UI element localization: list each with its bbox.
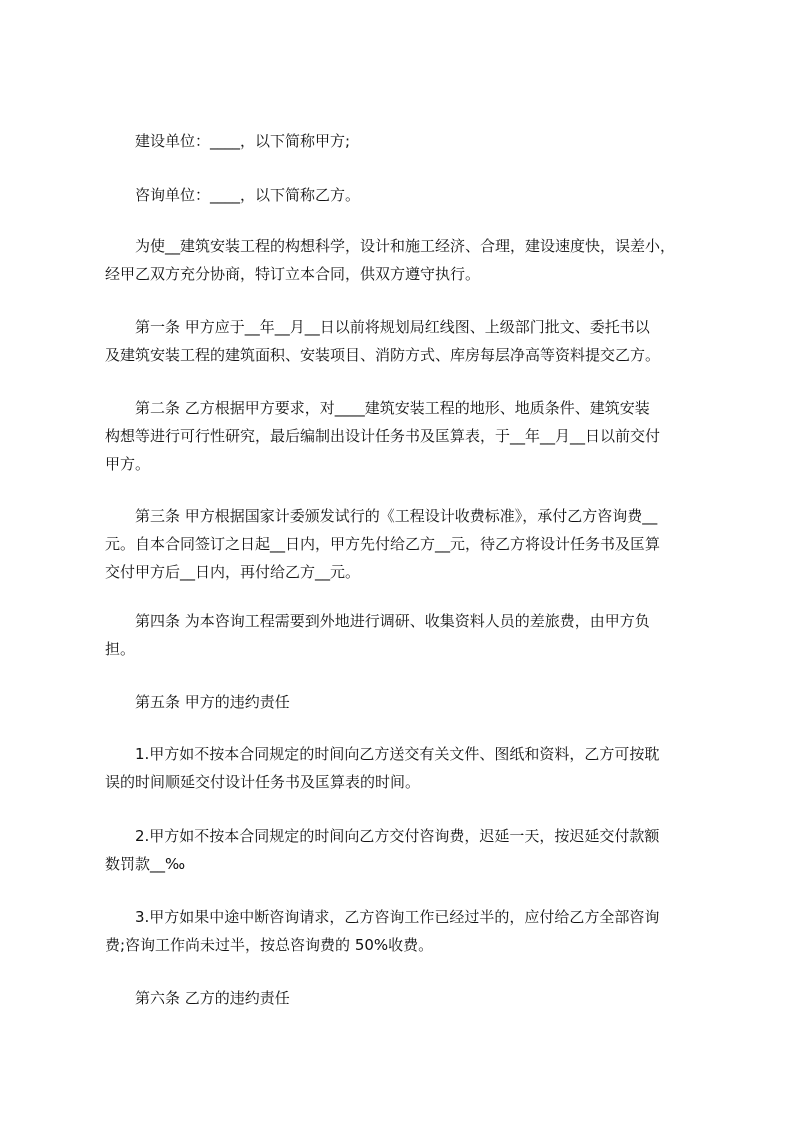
paragraph-consulting-unit	[105, 181, 705, 209]
paragraph-line: 及建筑安装工程的建筑面积、安装项目、消防方式、库房每层净高等资料提交乙方。	[105, 346, 661, 364]
paragraph-article-6-heading	[105, 984, 705, 1012]
paragraph-line: 第三条 甲方根据国家计委颁发试行的《工程设计收费标准》，承付乙方咨询费__	[135, 507, 658, 525]
paragraph-line: 误的时间顺延交付设计任务书及匡算表的时间。	[105, 773, 421, 791]
paragraph-line: 2.甲方如不按本合同规定的时间向乙方交付咨询费，迟延一天，按迟延交付款额	[135, 827, 660, 845]
paragraph-article-2	[105, 394, 705, 478]
paragraph-line: 第四条 为本咨询工程需要到外地进行调研、收集资料人员的差旅费，由甲方负	[135, 612, 650, 630]
paragraph-line: 建设单位：____，以下简称甲方;	[135, 132, 351, 150]
paragraph-line: 第二条 乙方根据甲方要求，对____建筑安装工程的地形、地质条件、建筑安装	[135, 399, 650, 417]
paragraph-line: 为使__建筑安装工程的构想科学，设计和施工经济、合理，建设速度快，误差小，	[135, 237, 676, 255]
paragraph-line: 第一条 甲方应于__年__月__日以前将规划局红线图、上级部门批文、委托书以	[135, 318, 650, 336]
paragraph-line: 担。	[105, 640, 136, 658]
paragraph-article-5-heading	[105, 688, 705, 716]
paragraph-article-5-item-3	[105, 903, 705, 959]
paragraph-line: 第六条 乙方的违约责任	[135, 989, 290, 1007]
paragraph-article-4	[105, 607, 705, 663]
paragraph-article-5-item-1	[105, 740, 705, 796]
paragraph-line: 经甲乙双方充分协商，特订立本合同，供双方遵守执行。	[105, 265, 481, 283]
paragraph-line: 元。自本合同签订之日起__日内，甲方先付给乙方__元，待乙方将设计任务书及匡算	[105, 535, 661, 553]
paragraph-line: 第五条 甲方的违约责任	[135, 693, 290, 711]
paragraph-line: 构想等进行可行性研究，最后编制出设计任务书及匡算表，于__年__月__日以前交付	[105, 427, 661, 445]
paragraph-line: 1.甲方如不按本合同规定的时间向乙方送交有关文件、图纸和资料，乙方可按耽	[135, 745, 660, 763]
paragraph-preamble	[105, 232, 705, 288]
paragraph-article-3	[105, 502, 705, 586]
paragraph-line: 咨询单位：____，以下简称乙方。	[135, 186, 361, 204]
paragraph-line: 甲方。	[105, 455, 151, 473]
paragraph-article-1	[105, 313, 705, 369]
paragraph-construction-unit	[105, 127, 705, 155]
paragraph-line: 数罚款__‰	[105, 855, 186, 873]
paragraph-line: 费;咨询工作尚未过半，按总咨询费的 50%收费。	[105, 936, 434, 954]
paragraph-line: 3.甲方如果中途中断咨询请求，乙方咨询工作已经过半的，应付给乙方全部咨询	[135, 908, 660, 926]
paragraph-line: 交付甲方后__日内，再付给乙方__元。	[105, 563, 361, 581]
paragraph-article-5-item-2	[105, 822, 705, 878]
